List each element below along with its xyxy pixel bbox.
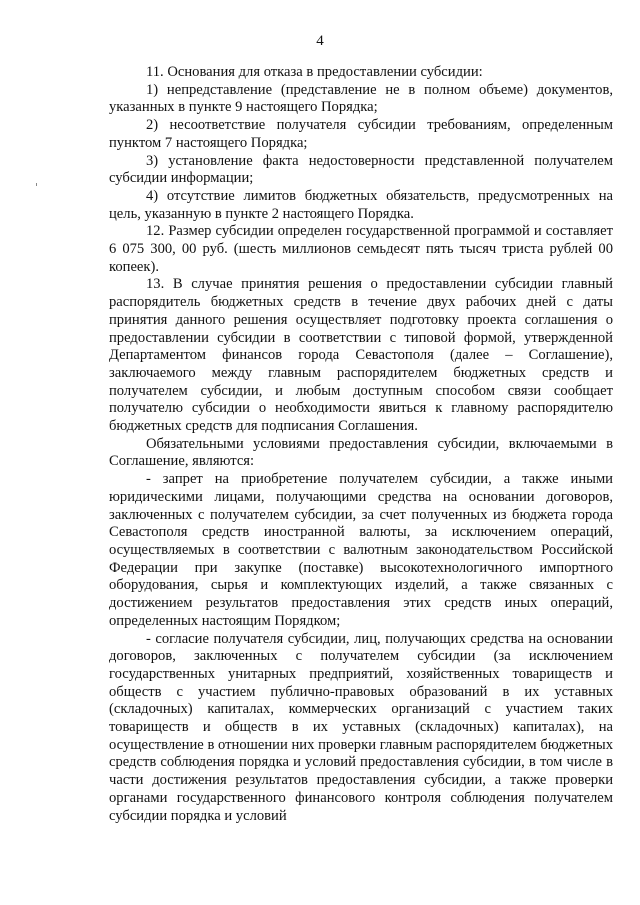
stray-mark <box>36 183 37 186</box>
paragraph-conditions-intro: Обязательными условиями предоставления субсидии, включаемыми в Соглашение, являются: <box>109 435 613 470</box>
paragraph-11-header: 11. Основания для отказа в предоставлении субсидии: <box>146 64 483 80</box>
paragraph-12: 12. Размер субсидии определен государственной программой и составляет 6 075 300, 00 руб. (шесть миллионов семьдесят пять тысяч триста рублей 00 копеек). <box>109 223 613 275</box>
paragraph-11-item-2: 2) несоответствие получателя субсидии требованиям, определенным пунктом 7 настоящего Порядка; <box>109 117 613 151</box>
paragraph-13: 13. В случае принятия решения о предоставлении субсидии главный распорядитель бюджетных средств в течение двух рабочих дней с даты принятия данного решения осуществляет подготовку проекта соглашения о предоставлении субсидии в соответствии с типовой формой, утвержденной Департаментом финансов города Севастополя (далее – Соглашение), заключаемого между главным распорядителем бюджетных средств и получателем субсидии, и любым доступным способом связи сообщает получателю субсидии о необходимости явиться к главному распорядителю бюджетных средств для подписания Соглашения. <box>109 276 613 435</box>
paragraph-condition-currency-ban: - запрет на приобретение получателем субсидии, а также иными юридическими лицами, получающими средства на основании договоров, заключенных с получателем субсидии, за счет полученных из бюджета города Севастополя средств иностранной валюты, за исключением операций, осуществляемых в соответствии с валютным законодательством Российской Федерации при закупке (поставке) высокотехнологичного импортного оборудования, сырья и комплектующих изделий, а также связанных с достижением результатов предоставления этих средств иных операций, определенных настоящим Порядком; <box>109 471 613 629</box>
document-body <box>109 64 613 825</box>
paragraph-11-item-4: 4) отсутствие лимитов бюджетных обязательств, предусмотренных на цель, указанную в пункте 2 настоящего Порядка. <box>109 187 613 222</box>
paragraph-11-item-3: 3) установление факта недостоверности представленной получателем субсидии информации; <box>109 152 613 187</box>
paragraph-condition-audit-consent: - согласие получателя субсидии, лиц, получающих средства на основании договоров, заключенных с получателем субсидии (за исключением государственных унитарных предприятий, хозяйственных товариществ и обществ с участием публично-правовых образований в их уставных (складочных) капиталах, коммерческих организаций с участием таких товариществ и обществ в их уставных (складочных) капиталах), на осуществление в отношении них проверки главным распорядителем бюджетных средств соблюдения порядка и условий предоставления субсидии, в том числе в части достижения результатов предоставления субсидии, а также проверки органами государственного финансового контроля соблюдения получателем субсидии порядка и условий <box>109 630 613 824</box>
paragraph-11-item-1: 1) непредставление (представление не в полном объеме) документов, указанных в пункте 9 настоящего Порядка; <box>109 81 613 116</box>
page-number: 4 <box>316 33 324 49</box>
